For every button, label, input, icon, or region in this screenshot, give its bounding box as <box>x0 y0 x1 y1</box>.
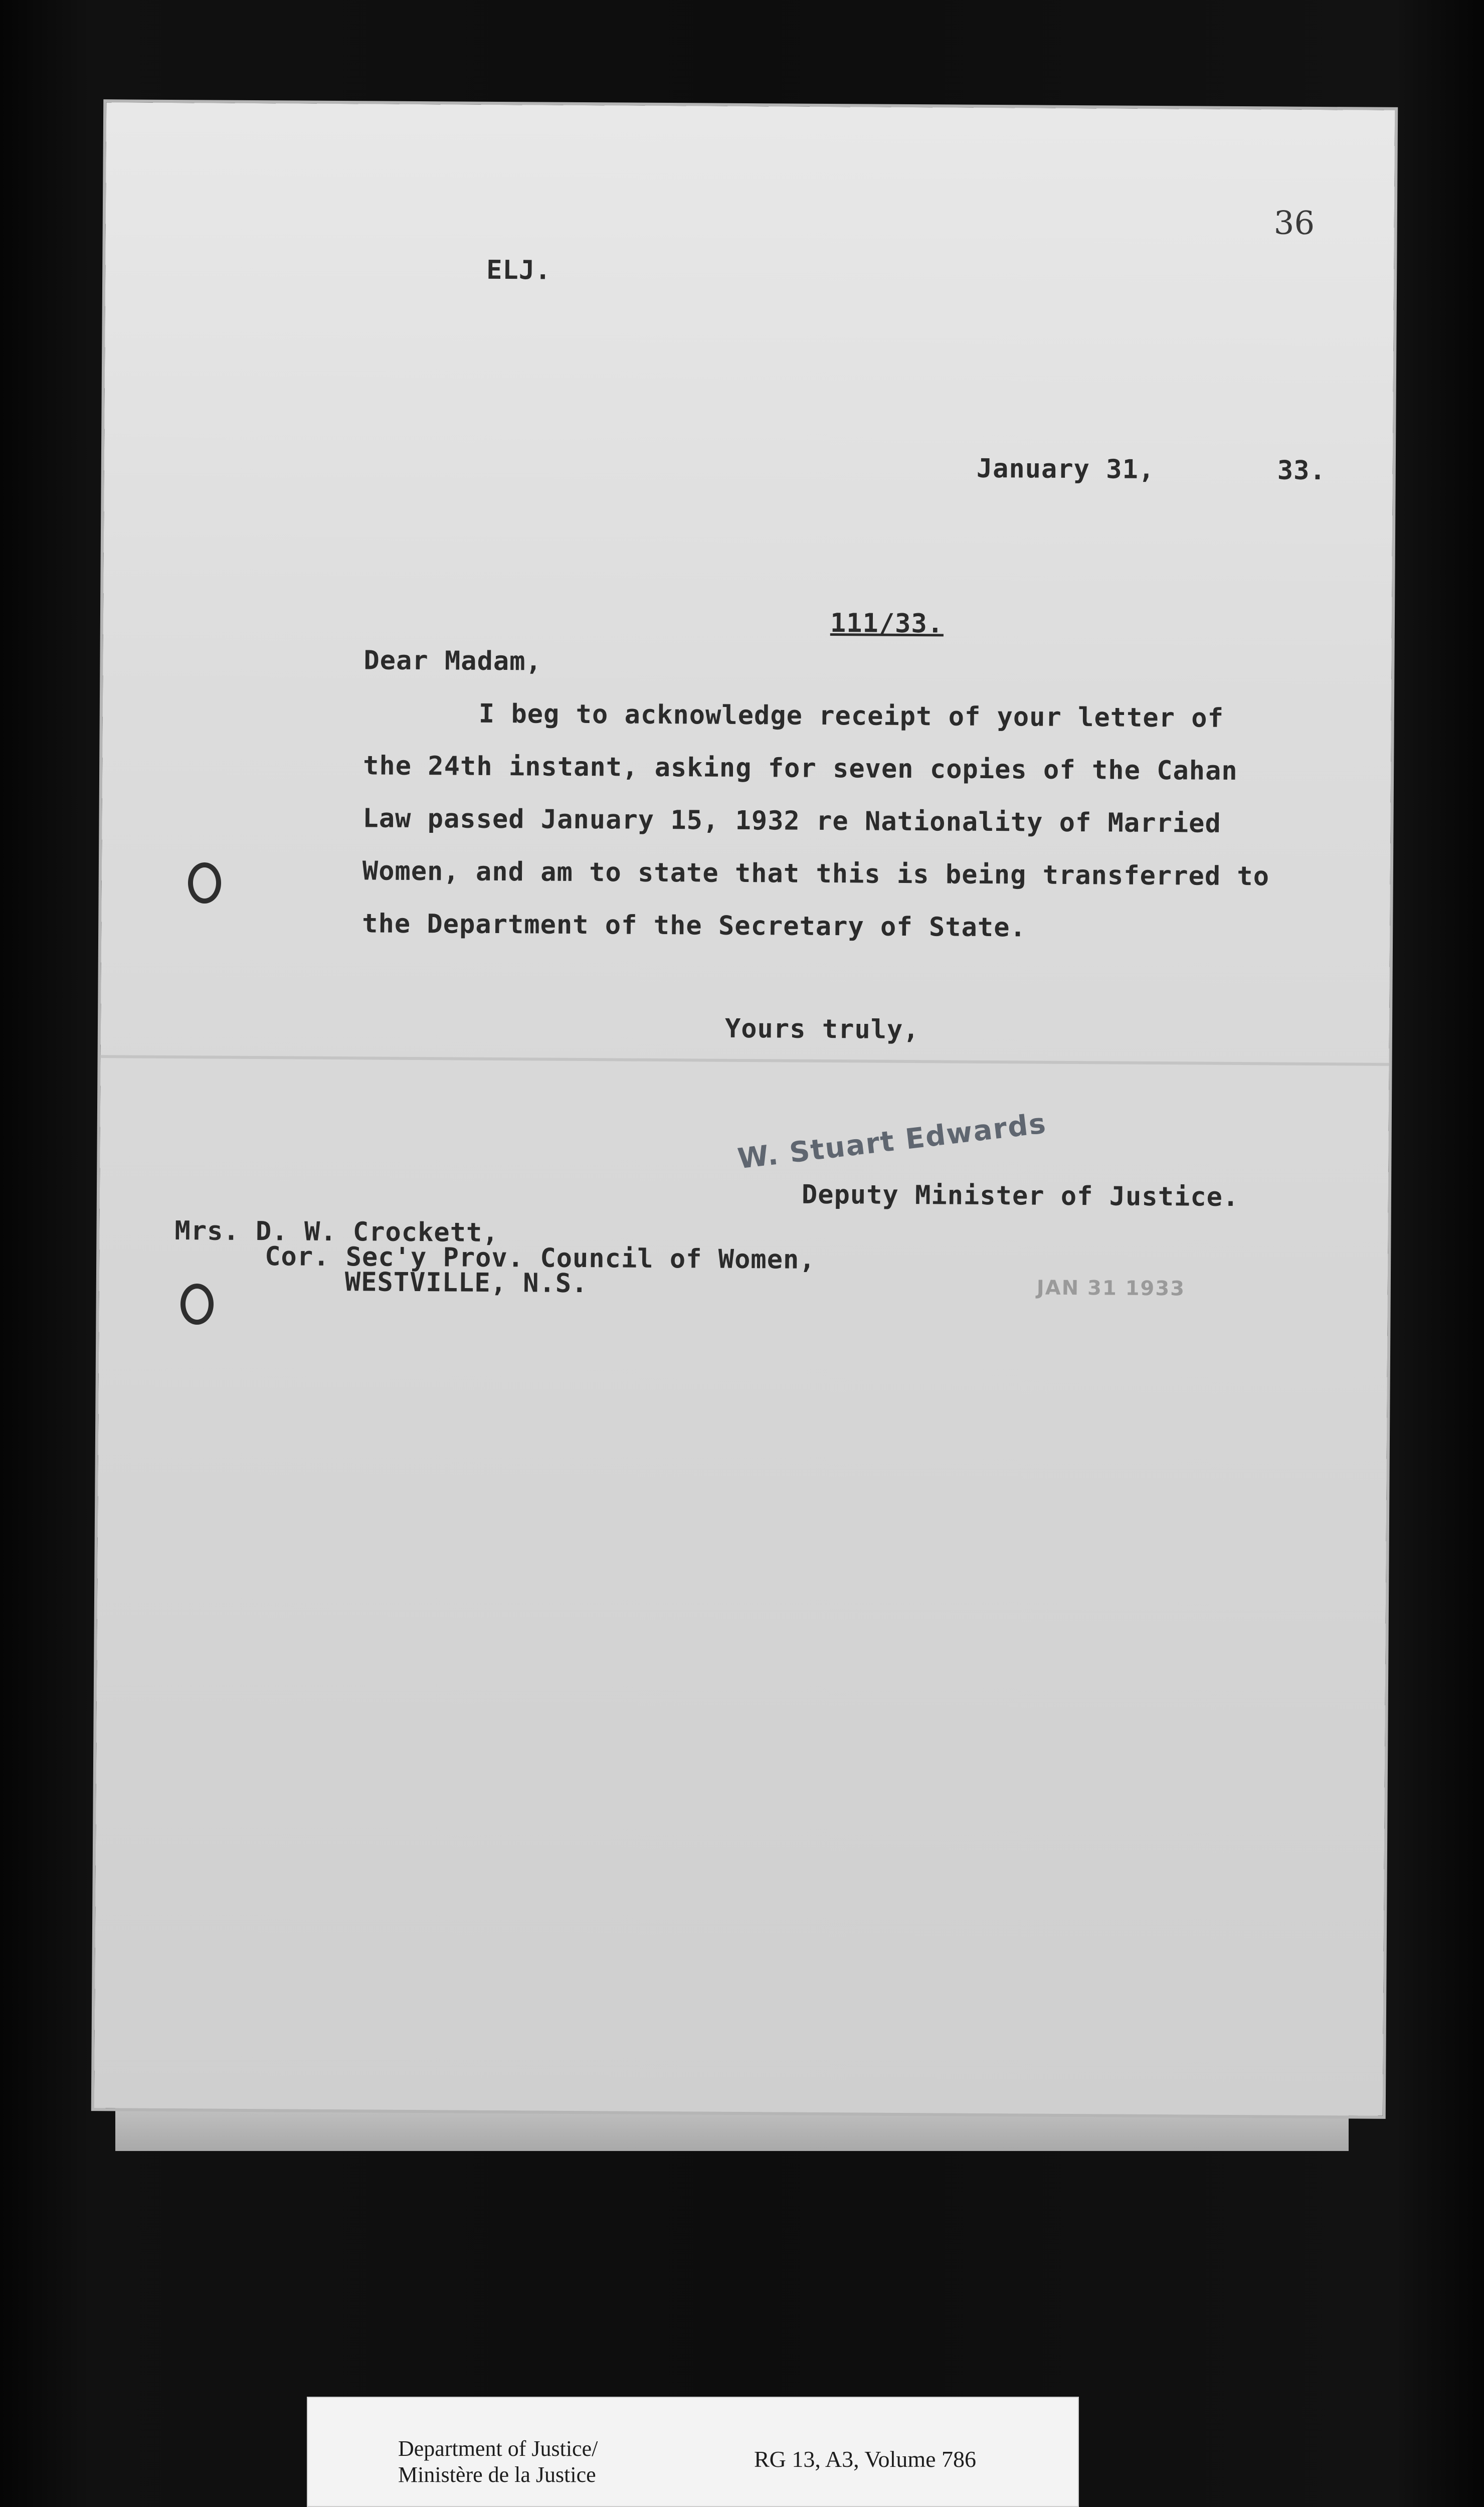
signer-title: Deputy Minister of Justice. <box>801 1179 1239 1213</box>
addressee-line-2: Cor. Sec'y Prov. Council of Women, <box>265 1241 816 1275</box>
body-line: the Department of the Secretary of State. <box>362 909 1026 943</box>
file-number: 111/33. <box>830 608 944 639</box>
department-english: Department of Justice/ <box>398 2436 598 2461</box>
reference-initials: ELJ. <box>486 255 551 286</box>
record-group-reference: RG 13, A3, Volume 786 <box>754 2446 977 2472</box>
received-date-stamp: JAN 31 1933 <box>1036 1276 1186 1301</box>
body-line: Women, and am to state that this is being transferred to <box>362 856 1270 892</box>
page-number: 36 <box>1273 205 1315 242</box>
body-line: I beg to acknowledge receipt of your letter of <box>478 698 1224 734</box>
punch-hole <box>188 862 221 904</box>
letter-date-year: 33. <box>1277 455 1326 486</box>
letter-date: January 31, <box>976 453 1155 485</box>
salutation: Dear Madam, <box>363 645 542 677</box>
punch-hole <box>180 1284 214 1325</box>
closing: Yours truly, <box>724 1013 919 1045</box>
addressee-line-1: Mrs. D. W. Crockett, <box>174 1216 499 1248</box>
archive-reference-label <box>307 2397 1079 2507</box>
department-french: Ministère de la Justice <box>398 2462 596 2487</box>
body-line: Law passed January 15, 1932 re Nationality of Married <box>362 803 1221 839</box>
signature-stamp: W. Stuart Edwards <box>735 1107 1048 1176</box>
fold-line <box>101 1055 1389 1066</box>
addressee-line-3: WESTVILLE, N.S. <box>344 1267 588 1299</box>
letter-page <box>94 102 1395 2116</box>
body-line: the 24th instant, asking for seven copies of the Cahan <box>362 751 1238 786</box>
